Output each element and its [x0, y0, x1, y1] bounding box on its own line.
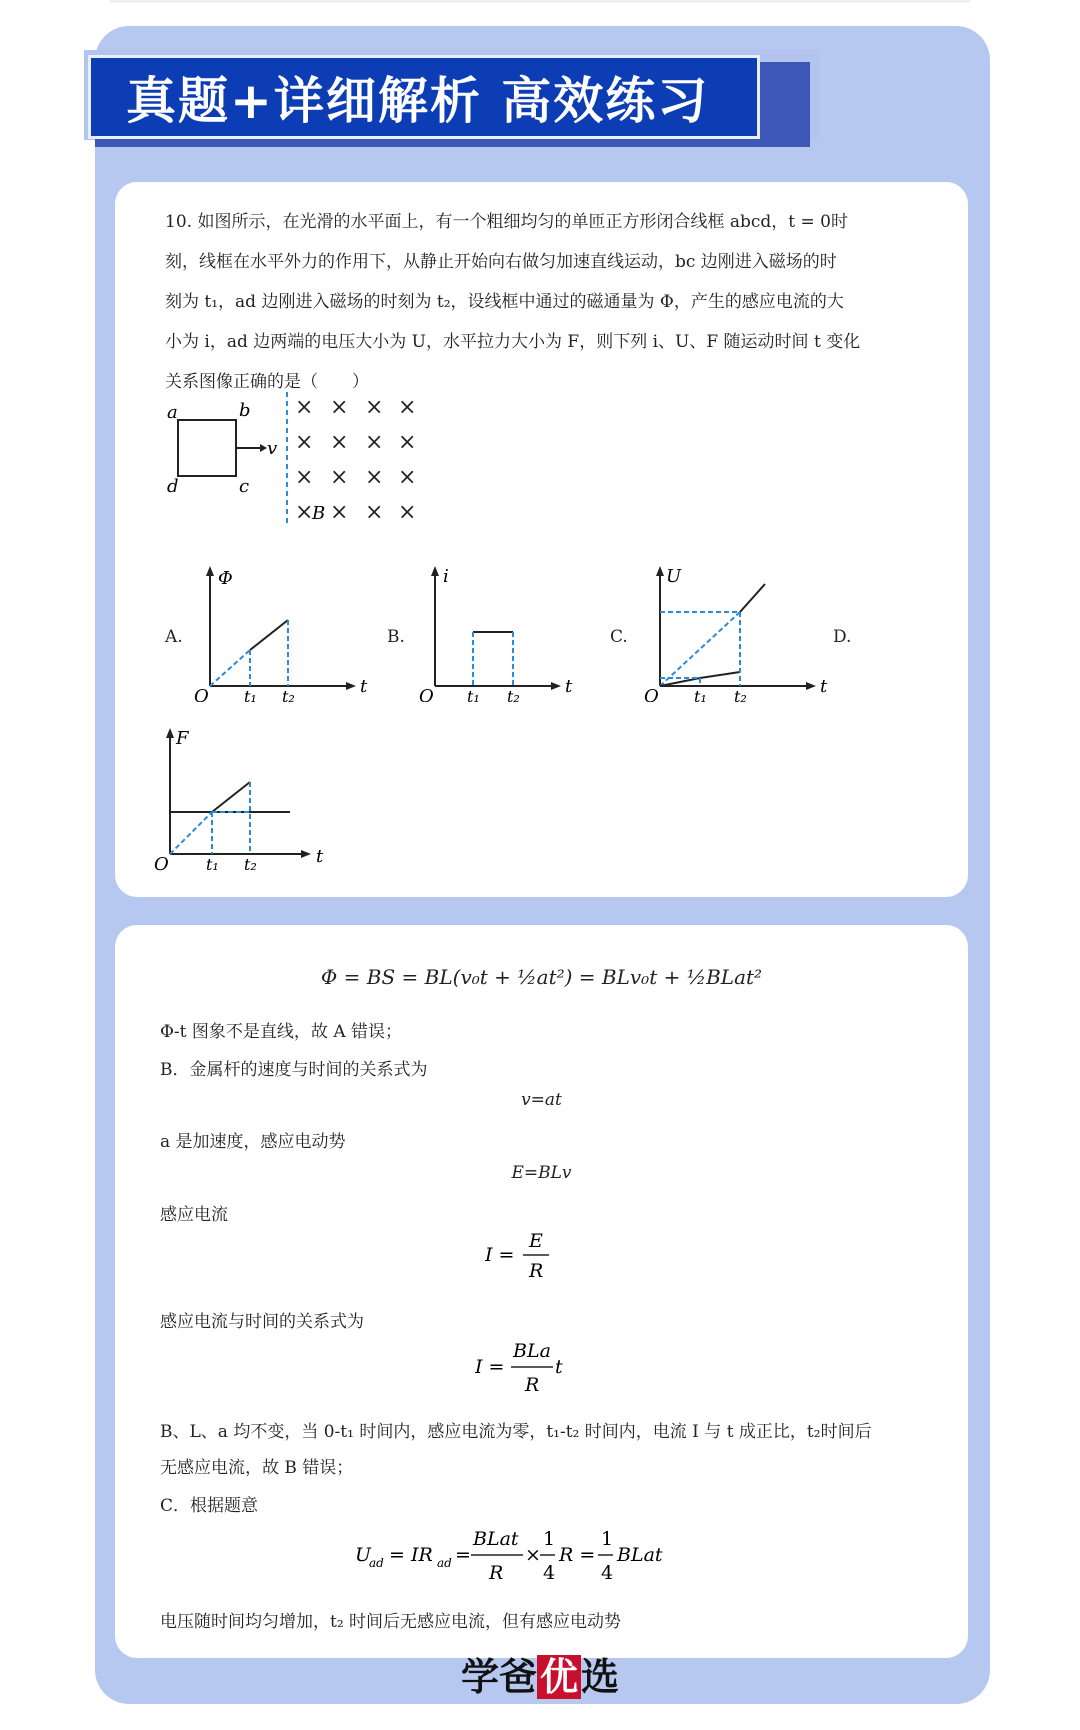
- field-cross: ×: [365, 430, 384, 455]
- x-axis-label: t: [820, 676, 828, 697]
- eq-u-mid: = IR: [389, 1544, 433, 1566]
- graph-line: [740, 584, 765, 612]
- graph-c[interactable]: [640, 562, 840, 702]
- field-cross: ×: [330, 395, 349, 420]
- dashed-line: [660, 612, 740, 686]
- origin-label: O: [644, 686, 659, 702]
- solution-line-acc: a 是加速度，感应电动势: [160, 1132, 346, 1152]
- eq-u-mid-sub: ad: [437, 1556, 452, 1570]
- field-cross: ×: [295, 500, 314, 525]
- graph-a[interactable]: [190, 562, 380, 702]
- field-cross: ×: [398, 430, 417, 455]
- y-axis-label: Φ: [218, 568, 233, 589]
- field-cross: ×: [365, 500, 384, 525]
- option-d-label[interactable]: D.: [833, 627, 852, 647]
- top-divider: [110, 0, 970, 3]
- graph-d[interactable]: [150, 722, 350, 872]
- eq-u-lhs: U: [355, 1544, 372, 1566]
- corner-a: a: [167, 402, 178, 423]
- y-axis-label: U: [666, 566, 682, 587]
- dashed-line: [210, 650, 250, 686]
- y-axis-label: F: [176, 728, 189, 749]
- corner-b: b: [239, 400, 251, 421]
- eq-i1-den: R: [529, 1260, 544, 1282]
- field-cross: ×: [295, 430, 314, 455]
- eq-u-times: ×: [525, 1544, 541, 1566]
- setup-figure: [155, 392, 455, 532]
- t1-label: t₁: [694, 687, 707, 702]
- graph-line: [212, 782, 250, 812]
- x-axis-label: t: [316, 846, 324, 867]
- t2-label: t₂: [507, 687, 520, 702]
- velocity-label: v: [267, 438, 278, 459]
- field-cross: ×: [398, 465, 417, 490]
- solution-line-relation: 感应电流与时间的关系式为: [160, 1312, 364, 1332]
- t2-label: t₂: [244, 855, 257, 872]
- graph-line: [250, 620, 288, 650]
- eq-u-frac1-den: R: [489, 1562, 504, 1584]
- eq-i2-lhs: I =: [475, 1356, 505, 1378]
- t1-label: t₁: [206, 855, 219, 872]
- eq-u-frac3-den: 4: [601, 1562, 614, 1584]
- solution-line-b3: 无感应电流，故 B 错误；: [160, 1458, 354, 1478]
- corner-c: c: [239, 476, 250, 497]
- brand-footer: [0, 1646, 1080, 1701]
- question-line: 关系图像正确的是（ ）: [165, 372, 369, 392]
- question-line: 10. 如图所示，在光滑的水平面上，有一个粗细均匀的单匝正方形闭合线框 abcd，t = 0时: [165, 212, 848, 232]
- field-cross: ×: [295, 395, 314, 420]
- eq-i2-num: BLa: [513, 1340, 551, 1362]
- eq-u-frac1-num: BLat: [473, 1528, 519, 1550]
- origin-label: O: [194, 686, 209, 702]
- equation-v: v=at: [521, 1090, 562, 1110]
- question-card: [115, 182, 968, 897]
- solution-line-c: C．根据题意: [160, 1496, 259, 1516]
- origin-label: O: [419, 686, 434, 702]
- equation-i2: [475, 1335, 615, 1399]
- graph-line: [700, 672, 740, 678]
- option-c-label[interactable]: C.: [610, 627, 628, 647]
- graph-b[interactable]: [415, 562, 605, 702]
- origin-label: O: [154, 854, 169, 872]
- field-cross: ×: [398, 500, 417, 525]
- eq-i1-num: E: [529, 1230, 543, 1252]
- brand-part2: 选: [581, 1655, 620, 1699]
- eq-u-r: R =: [559, 1544, 596, 1566]
- field-cross: ×: [398, 395, 417, 420]
- eq-u-frac2-num: 1: [543, 1528, 556, 1550]
- equation-i1: [485, 1225, 605, 1285]
- eq-u-sub: ad: [369, 1556, 384, 1570]
- eq-u-eq: =: [455, 1544, 471, 1566]
- eq-i2-den: R: [525, 1374, 540, 1396]
- solution-line-end: 电压随时间均匀增加，t₂ 时间后无感应电流，但有感应电动势: [160, 1612, 622, 1632]
- question-text: [165, 202, 935, 402]
- eq-i1-lhs: I =: [485, 1244, 515, 1266]
- velocity-arrowhead: [260, 444, 267, 452]
- field-cross: ×: [330, 500, 349, 525]
- t2-label: t₂: [734, 687, 747, 702]
- t1-label: t₁: [467, 687, 480, 702]
- equation-u: [355, 1525, 715, 1589]
- title-banner: [88, 55, 760, 139]
- field-cross: ×: [330, 465, 349, 490]
- question-line: 刻为 t₁，ad 边刚进入磁场的时刻为 t₂，设线框中通过的磁通量为 Φ，产生的感应电流的大: [165, 292, 844, 312]
- field-label: B: [312, 503, 326, 524]
- solution-line-current: 感应电流: [160, 1205, 228, 1225]
- equation-e: E=BLv: [511, 1163, 572, 1183]
- y-axis-label: i: [443, 566, 449, 587]
- t1-label: t₁: [244, 687, 257, 702]
- option-b-label[interactable]: B.: [387, 627, 405, 647]
- x-axis-label: t: [360, 676, 368, 697]
- eq-i2-tail: t: [555, 1356, 563, 1378]
- t2-label: t₂: [282, 687, 295, 702]
- field-cross: ×: [330, 430, 349, 455]
- solution-line-b: B．金属杆的速度与时间的关系式为: [160, 1060, 428, 1080]
- solution-line-a: Φ-t 图象不是直线，故 A 错误；: [160, 1022, 403, 1042]
- question-line: 小为 i，ad 边两端的电压大小为 U，水平拉力大小为 F，则下列 i、U、F 随运动时间 t 变化: [165, 332, 861, 352]
- field-cross: ×: [295, 465, 314, 490]
- banner-title: 真题+详细解析 高效练习: [126, 72, 710, 130]
- field-cross: ×: [365, 465, 384, 490]
- solution-line-b2: B、L、a 均不变，当 0-t₁ 时间内，感应电流为零，t₁-t₂ 时间内，电流 I 与 t 成正比，t₂时间后: [160, 1422, 872, 1442]
- wire-frame: [178, 420, 236, 476]
- corner-d: d: [167, 476, 179, 497]
- solution-card: [115, 925, 968, 1658]
- eq-u-frac2-den: 4: [543, 1562, 556, 1584]
- dashed-line: [170, 812, 212, 854]
- equation-phi: Φ = BS = BL(v₀t + ½at²) = BLv₀t + ½BLat²: [320, 965, 763, 989]
- eq-u-tail: BLat: [617, 1544, 663, 1566]
- eq-u-frac3-num: 1: [601, 1528, 614, 1550]
- x-axis-label: t: [565, 676, 573, 697]
- option-a-label[interactable]: A.: [165, 627, 183, 647]
- question-line: 刻，线框在水平外力的作用下，从静止开始向右做匀加速直线运动，bc 边刚进入磁场的时: [165, 252, 837, 272]
- brand-highlight: 优: [537, 1655, 581, 1699]
- brand-part1: 学爸: [460, 1655, 537, 1699]
- field-cross: ×: [365, 395, 384, 420]
